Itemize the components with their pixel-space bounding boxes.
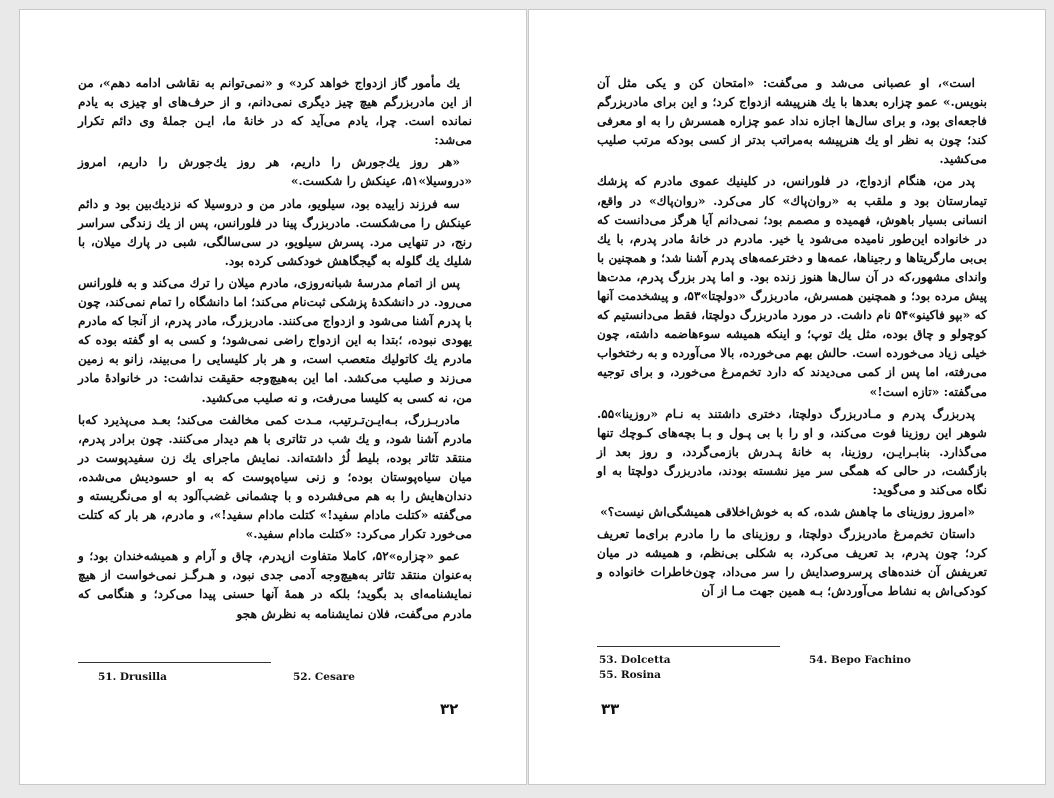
footnote: 51. Drusilla [98,671,167,683]
footnote: 54. Bepo Fachino [809,654,911,666]
paragraph: «امروز روزینای ما چاهش شده، كه به خوش‌اخلاقی همیشگی‌اش نیست؟» [600,505,975,520]
paragraph: مادربـزرگ، بـه‌ایـن‌تـرتیب، مـدت كمی مخالفت می‌كند؛ بعـد می‌پذیرد كه‌با مادرم آشنا شود، و یك شب در تئاتری با هم دیدار می‌كنند. چون برادر پدرم، منتقد تئاتر بوده، بلیط لُژ داشته‌اند. نمایش ماجرای یك زن سفیدپوست در میان سیاه‌پوستان بوده؛ و زنی سیاه‌پوست كه به او حسودیش می‌شده، دندان‌هایش را به هم می‌فشرده و با چشمانی غضب‌آلود به او می‌نگریسته و می‌گفته «كتلت مادام سفید!» كتلت مادام سفید!»، و مادرم، هر بار كه كتلت می‌خورد تكرار می‌كرد: «كتلت مادام سفید.» [78,412,472,542]
page-number: ۳۲ [440,700,459,718]
left-page-body [78,74,472,627]
footnote: 52. Cesare [293,671,355,683]
paragraph: یك مأمور گاز ازدواج خواهد كرد» و «نمی‌توانم به نقاشی ادامه دهم»، من از این مادربزرگم هیچ چیز دیگری نمی‌دانم، و از حرف‌های او چیزی به یادم نمانده است. چرا، یادم می‌آید كه در خانهٔ ما، ایـن جملهٔ وی دائم تكرار می‌شد: [78,76,472,148]
left-page [20,10,526,784]
paragraph: پدربزرگ پدرم و مـادربزرگ دولچتا، دختری داشتند به نـام «روزینا»۵۵. شوهر این روزینا فوت می‌كند، و او را با بی پـول و بـا بچه‌های كـوچك تنها می‌گذارد. بنابـرایـن، روزینا، به خانهٔ پـدرش بازمی‌گردد، و روز بعد از بازگشت، در حالی كه همگی سر میز نشسته بودند، مادربزرگ دولچتا به او نگاه می‌كند و می‌گوید: [597,406,987,497]
paragraph: «هر روز یك‌جورش را داریم، هر روز یك‌جورش را داریم، امروز «دروسیلا»۵۱، عینكش را شكست.» [78,155,472,189]
paragraph: سه فرزند زاییده بود، سیلویو، مادر من و دروسیلا كه نزدیك‌بین بود و دائم عینكش را می‌شكست. مادربزرگ پینا در فلورانس، پس از یك زندگی سراسر رنج، در تنهایی مرد. پسرش سیلویو، در سی‌سالگی، شبی در پارك میلان، با شلیك یك گلوله به گیجگاهش خودكشی كرده بود. [78,196,472,268]
paragraph: پس از اتمام مدرسهٔ شبانه‌روزی، مادرم میلان را ترك می‌كند و به فلورانس می‌رود. در دانشكدهٔ پزشكی ثبت‌نام می‌كند؛ اما دانشگاه را تمام نمی‌كند، چون با پدرم آشنا می‌شود و ازدواج می‌كنند. مادربزرگ، مادر پدرم، از آنجا كه مادرم یهودی نبوده، ؛بتدا به این ازدواج راضی نمی‌شود؛ و كسی به او گفته بوده كه مادرم یك كاتولیك متعصب است، و هر بار كلیسایی را می‌بیند، زانو به زمین می‌زند و صلیب می‌كشد. اما این به‌هیچ‌وجه حقیقت نداشت: در خانوادهٔ مادر من، نه كسی به كلیسا می‌رفت، و نه صلیب می‌كشید. [78,275,472,405]
right-page-body [597,74,987,605]
footnote: 53. Dolcetta [599,654,671,666]
footnote: 55. Rosina [599,669,661,681]
paragraph: پدر من، هنگام ازدواج، در فلورانس، در كلینیك عموی مادرم كه پزشك تیمارستان بود و ملقب به «روان‌پاك» كار می‌كرد. «روان‌پاك» در واقع، انسانی بسیار باهوش، فهمیده و مصمم بود؛ نمی‌دانم آیا هرگز می‌دانست كه در خانواده این‌طور نامیده می‌شود یا خیر. مادرم در خانهٔ مادر پدرم، با یك بی‌بی مارگریتاها و رجیناها، عمه‌ها و دخترعمه‌های پدرم آشنا شد؛ و همچنین با واندای مشهور،كه در آن سال‌ها هنوز زنده بود. و اما پدر بزرگ پدرم، مدت‌ها پیش مرده بود؛ و همچنین همسرش، مادربزرگ «دولچتا»۵۳، و پیشخدمت آنها كه «بپو فاكینو»۵۴ نام داشت. در مورد مادربزرگ دولچتا، فقط می‌دانستیم كه كوچولو و چاق بوده، مثل یك توپ؛ و اینكه همیشه سوءهاضمه داشته، چون خیلی زیاد می‌خورده است. حالش بهم می‌خورده، بالا می‌آورده و به رختخواب می‌رفته، اما پس از كمی می‌دیدند كه دارد تخم‌مرغ می‌خورد، و برای توجیه می‌گفته: «تازه است!» [597,174,988,399]
paragraph: است»، او عصبانی می‌شد و می‌گفت: «امتحان كن و یكی مثل آن بنویس.» عمو چزاره بعدها با یك هنرپیشه ازدواج كرد؛ و این برای مادربزرگم فاجعه‌ای بود، و برای سال‌ها اجازه نداد عمو چزاره همسرش را به او معرفی كند؛ چون به نظر او یك هنرپیشه به‌مراتب بدتر از كسی بودكه مرتب صلیب می‌كشید. [597,76,987,167]
footnote-divider [78,662,271,663]
paragraph: داستان تخم‌مرغ مادربزرگ دولچتا، و روزینای ما را مادرم برای‌ما تعریف كرد؛ چون پدرم، بد تعریف می‌كرد، به شكلی بی‌نظم، و همیشه در میان تعریفش آن خنده‌های پرسروصدایش را سر می‌داد، چون‌خاطرات خانواده و كودكی‌اش به نشاط می‌آوردش؛ بـه همین جهت مـا از آن [597,527,987,599]
paragraph: عمو «چزاره»۵۲، كاملا متفاوت ازپدرم، چاق و آرام و همیشه‌خندان بود؛ و به‌عنوان منتقد تئاتر به‌هیچ‌وجه آدمی جدی نبود، و هـرگـز نمی‌خواست از هیچ نمایشنامه‌ای بد بگوید؛ بلكه در همهٔ آنها حسنی پیدا می‌كرد؛ و هنگامی كه مادرم می‌گفت، فلان نمایشنامه به نظرش هجو [78,549,472,621]
right-page [529,10,1045,784]
footnote-divider [597,646,780,647]
page-number: ۳۳ [601,700,620,718]
